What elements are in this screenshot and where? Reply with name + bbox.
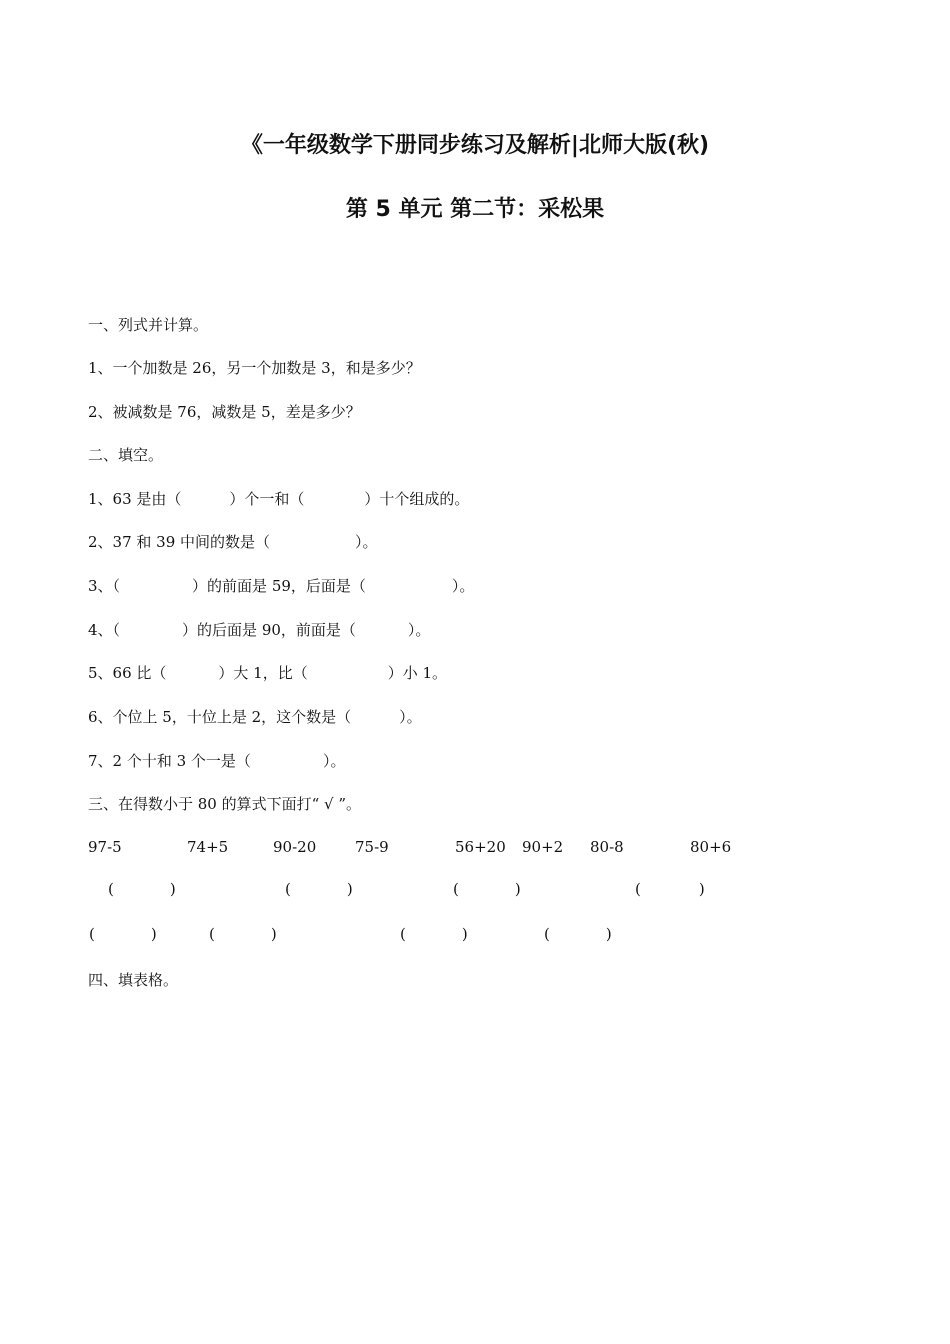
- section1-question-1: 1、一个加数是 26，另一个加数是 3，和是多少？: [88, 359, 421, 377]
- section3-heading: 三、在得数小于 80 的算式下面打“ √ ”。: [88, 795, 362, 813]
- section1-question-2: 2、被减数是 76，减数是 5，差是多少？: [88, 403, 361, 421]
- fill-question-5: 5、66 比（ ）大 1，比（ ）小 1。: [88, 664, 448, 682]
- fill-question-2: 2、37 和 39 中间的数是（ ）。: [88, 533, 378, 551]
- expression-6: 90+2: [522, 838, 564, 856]
- answer-blank[interactable]: ( ): [400, 925, 468, 943]
- expression-2: 74+5: [187, 838, 229, 856]
- answer-blank[interactable]: ( ): [108, 880, 176, 898]
- expression-3: 90-20: [273, 838, 317, 856]
- expression-1: 97-5: [88, 838, 122, 856]
- expression-5: 56+20: [455, 838, 506, 856]
- answer-blank[interactable]: ( ): [453, 880, 521, 898]
- document-subtitle: 第 5 单元 第二节：采松果: [345, 197, 605, 222]
- answer-blank[interactable]: ( ): [89, 925, 157, 943]
- fill-question-6: 6、个位上 5，十位上是 2，这个数是（ ）。: [88, 708, 422, 726]
- document-title: 《一年级数学下册同步练习及解析|北师大版(秋): [240, 133, 710, 158]
- fill-question-4: 4、（ ）的后面是 90，前面是（ ）。: [88, 621, 431, 639]
- answer-blank[interactable]: ( ): [209, 925, 277, 943]
- section1-heading: 一、列式并计算。: [88, 316, 209, 334]
- answer-blank[interactable]: ( ): [544, 925, 612, 943]
- fill-question-7: 7、2 个十和 3 个一是（ ）。: [88, 752, 346, 770]
- fill-question-3: 3、（ ）的前面是 59，后面是（ ）。: [88, 577, 475, 595]
- answer-blank[interactable]: ( ): [285, 880, 353, 898]
- expression-7: 80-8: [590, 838, 624, 856]
- section2-heading: 二、填空。: [88, 446, 164, 464]
- section4-heading: 四、填表格。: [88, 971, 179, 989]
- expression-4: 75-9: [355, 838, 389, 856]
- answer-blank[interactable]: ( ): [635, 880, 705, 898]
- fill-question-1: 1、63 是由（ ）个一和（ ）十个组成的。: [88, 490, 470, 508]
- expression-8: 80+6: [690, 838, 732, 856]
